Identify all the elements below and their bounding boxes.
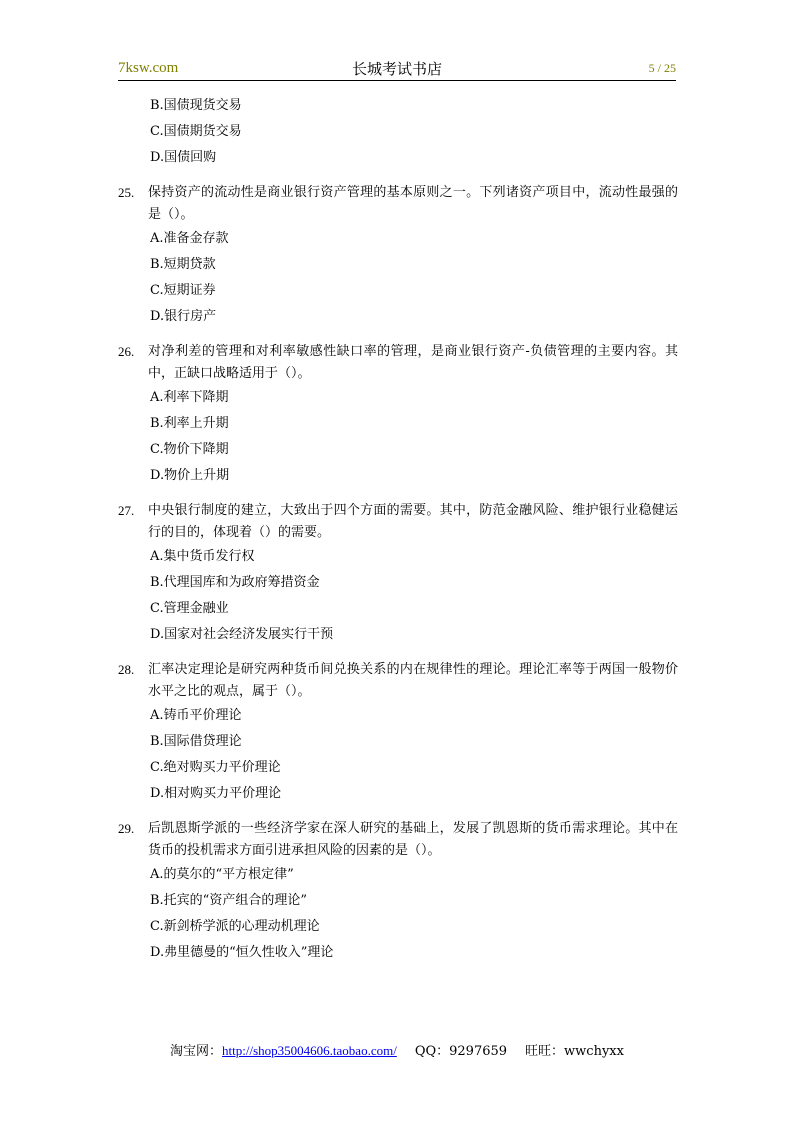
option: B.短期贷款: [150, 257, 216, 272]
option: C.国债期货交易: [150, 124, 242, 139]
option: D.国家对社会经济发展实行干预: [150, 627, 334, 642]
option: B.国际借贷理论: [150, 734, 242, 749]
option: D.弗里德曼的“恒久性收入”理论: [150, 945, 334, 960]
question-25: [118, 182, 678, 333]
question-stem: 对净利差的管理和对利率敏感性缺口率的管理，是商业银行资产-负债管理的主要内容。其中，正缺口战略适用于（）。: [148, 344, 678, 381]
option: B.代理国库和为政府筹措资金: [150, 575, 320, 590]
shop-label: 淘宝网：: [170, 1044, 223, 1059]
page-footer: [0, 1040, 794, 1059]
header-title: 长城考试书店: [351, 60, 442, 78]
question-28: [118, 659, 678, 810]
option: C.管理金融业: [150, 601, 229, 616]
option: D.银行房产: [150, 309, 217, 324]
option: B.利率上升期: [150, 416, 229, 431]
wangwang-contact: 旺旺：wwchyxx: [525, 1044, 624, 1059]
site-name[interactable]: 7ksw.com: [118, 60, 179, 76]
question-29: [118, 818, 678, 969]
question-27: [118, 500, 678, 651]
question-stem: 汇率决定理论是研究两种货币间兑换关系的内在规律性的理论。理论汇率等于两国一般物价水平之比的观点，属于（）。: [148, 662, 678, 699]
option: C.绝对购买力平价理论: [150, 760, 281, 775]
option: B.国债现货交易: [150, 98, 242, 113]
option: C.物价下降期: [150, 442, 229, 457]
question-stem: 保持资产的流动性是商业银行资产管理的基本原则之一。下列诸资产项目中，流动性最强的是（）。: [148, 185, 678, 222]
option: A.利率下降期: [150, 390, 229, 405]
option: C.短期证券: [150, 283, 216, 298]
question-number: 29.: [118, 821, 135, 836]
question-stem: 后凯恩斯学派的一些经济学家在深人研究的基础上，发展了凯恩斯的货币需求理论。其中在货币的投机需求方面引进承担风险的因素的是（）。: [148, 821, 678, 858]
option: D.国债回购: [150, 150, 217, 165]
question-number: 28.: [118, 662, 135, 677]
option: A.的莫尔的“平方根定律”: [150, 867, 294, 882]
page-header: [118, 58, 676, 81]
question-26: [118, 341, 678, 492]
question-stem: 中央银行制度的建立，大致出于四个方面的需要。其中，防范金融风险、维护银行业稳健运行的目的，体现着（）的需要。: [148, 503, 678, 540]
shop-link[interactable]: http://shop35004606.taobao.com/: [222, 1043, 397, 1058]
option: B.托宾的“资产组合的理论”: [150, 893, 307, 908]
option: A.准备金存款: [150, 231, 229, 246]
document-body: [118, 96, 678, 969]
option: A.集中货币发行权: [150, 549, 255, 564]
option: A.铸币平价理论: [150, 708, 242, 723]
option: D.相对购买力平价理论: [150, 786, 282, 801]
page-number: 5 / 25: [648, 61, 676, 75]
option: D.物价上升期: [150, 468, 230, 483]
option: C.新剑桥学派的心理动机理论: [150, 919, 320, 934]
question-number: 27.: [118, 503, 135, 518]
question-number: 25.: [118, 185, 135, 200]
qq-contact: QQ：9297659: [414, 1044, 508, 1059]
question-number: 26.: [118, 344, 135, 359]
